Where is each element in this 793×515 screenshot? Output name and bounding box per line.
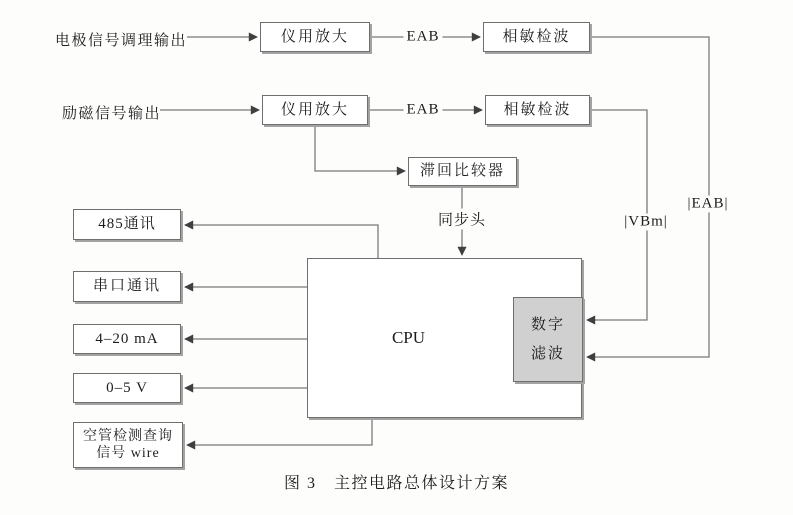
source-electrode-signal: 电极信号调理输出 [55,33,188,49]
cpu-label: CPU [391,328,426,348]
block-empty-pipe-detection [73,422,183,468]
wire-cpu-to-485 [185,225,378,258]
block-0-5v-output: 0–5 V [73,373,181,403]
label-sync-head: 同步头 [435,209,489,230]
wire-cpu-to-emptypipe [187,418,372,445]
label-eab-bottom: EAB [404,102,443,119]
block-phase-sensitive-detector-2: 相敏检波 [485,95,590,125]
block-instrument-amplifier-1: 仪用放大 [260,22,370,52]
block-4-20ma-output: 4–20 mA [73,324,181,354]
label-eab-top: EAB [404,29,443,46]
block-485-comm: 485通讯 [73,209,181,240]
label-vbm-abs: |VBm| [621,214,671,231]
wire-amp2-to-hysteresis [315,125,405,171]
block-digital-filter [513,297,583,382]
figure-caption: 图 3 主控电路总体设计方案 [283,475,509,492]
block-phase-sensitive-detector-1: 相敏检波 [483,22,590,52]
block-instrument-amplifier-2: 仪用放大 [262,95,368,125]
empty-pipe-line1: 空管检测查询 [83,428,173,444]
block-hysteresis-comparator: 滞回比较器 [408,157,517,186]
empty-pipe-line2: 信号 wire [96,446,160,461]
block-serial-comm: 串口通讯 [73,271,181,302]
source-excitation-signal: 励磁信号输出 [62,106,162,122]
label-eab-abs: |EAB| [684,196,731,213]
digital-filter-line2: 滤波 [530,345,565,362]
digital-filter-line1: 数字 [530,317,565,333]
